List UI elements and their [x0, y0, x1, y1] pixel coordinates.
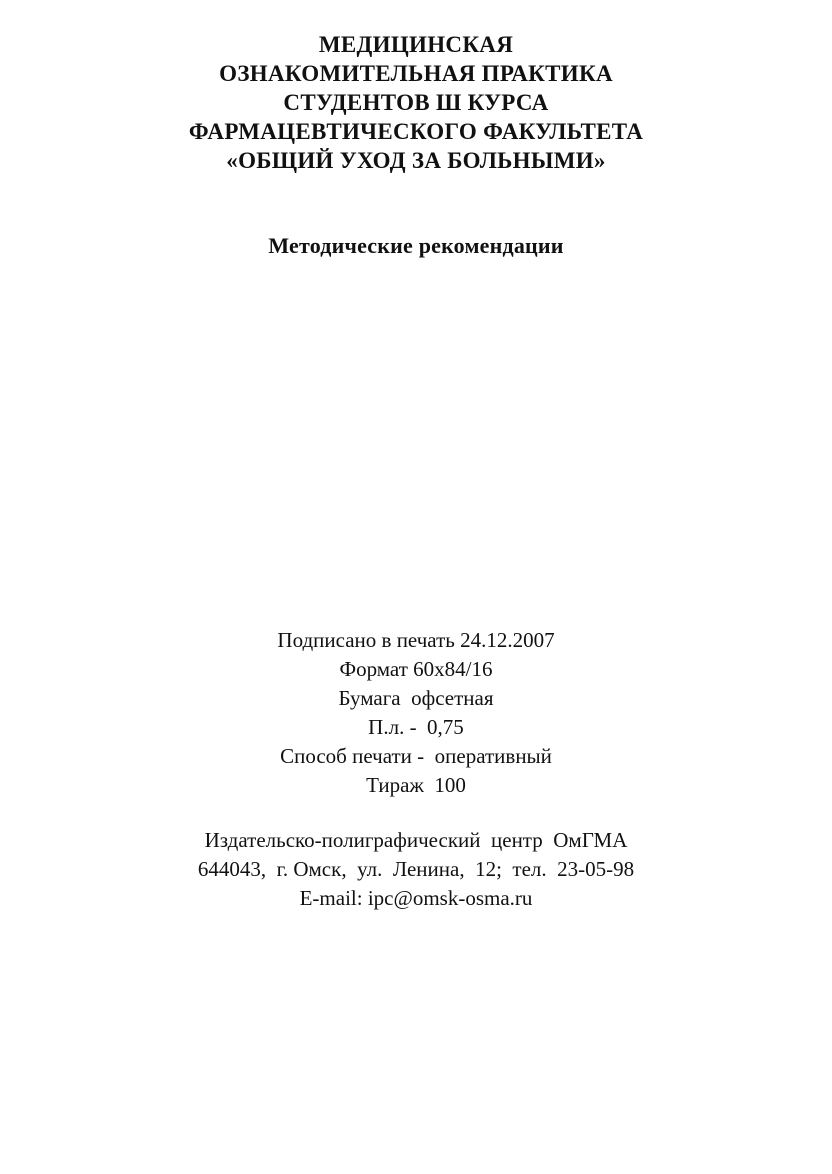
publisher-email: E-mail: ipc@omsk-osma.ru [299, 886, 533, 910]
imprint-sheets: П.л. - 0,75 [368, 715, 464, 739]
imprint-circulation: Тираж 100 [366, 773, 466, 797]
imprint-format: Формат 60х84/16 [339, 657, 493, 681]
title-line-3: СТУДЕНТОВ Ш КУРСА [283, 90, 549, 115]
imprint-printing-method: Способ печати - оперативный [280, 744, 552, 768]
imprint-block [0, 626, 832, 800]
imprint-paper: Бумага офсетная [338, 686, 494, 710]
publisher-address: 644043, г. Омск, ул. Ленина, 12; тел. 23-05-98 [197, 857, 635, 881]
publisher-block [0, 826, 832, 913]
title-line-2: ОЗНАКОМИТЕЛЬНАЯ ПРАКТИКА [219, 61, 613, 86]
publisher-name: Издательско-полиграфический центр ОмГМА [204, 828, 628, 852]
document-title [0, 30, 832, 175]
title-line-1: МЕДИЦИНСКАЯ [318, 32, 514, 57]
title-line-4: ФАРМАЦЕВТИЧЕСКОГО ФАКУЛЬТЕТА [188, 119, 644, 144]
document-subtitle: Методические рекомендации [268, 233, 564, 258]
imprint-signed: Подписано в печать 24.12.2007 [277, 628, 555, 652]
title-line-5: «ОБЩИЙ УХОД ЗА БОЛЬНЫМИ» [226, 148, 606, 173]
